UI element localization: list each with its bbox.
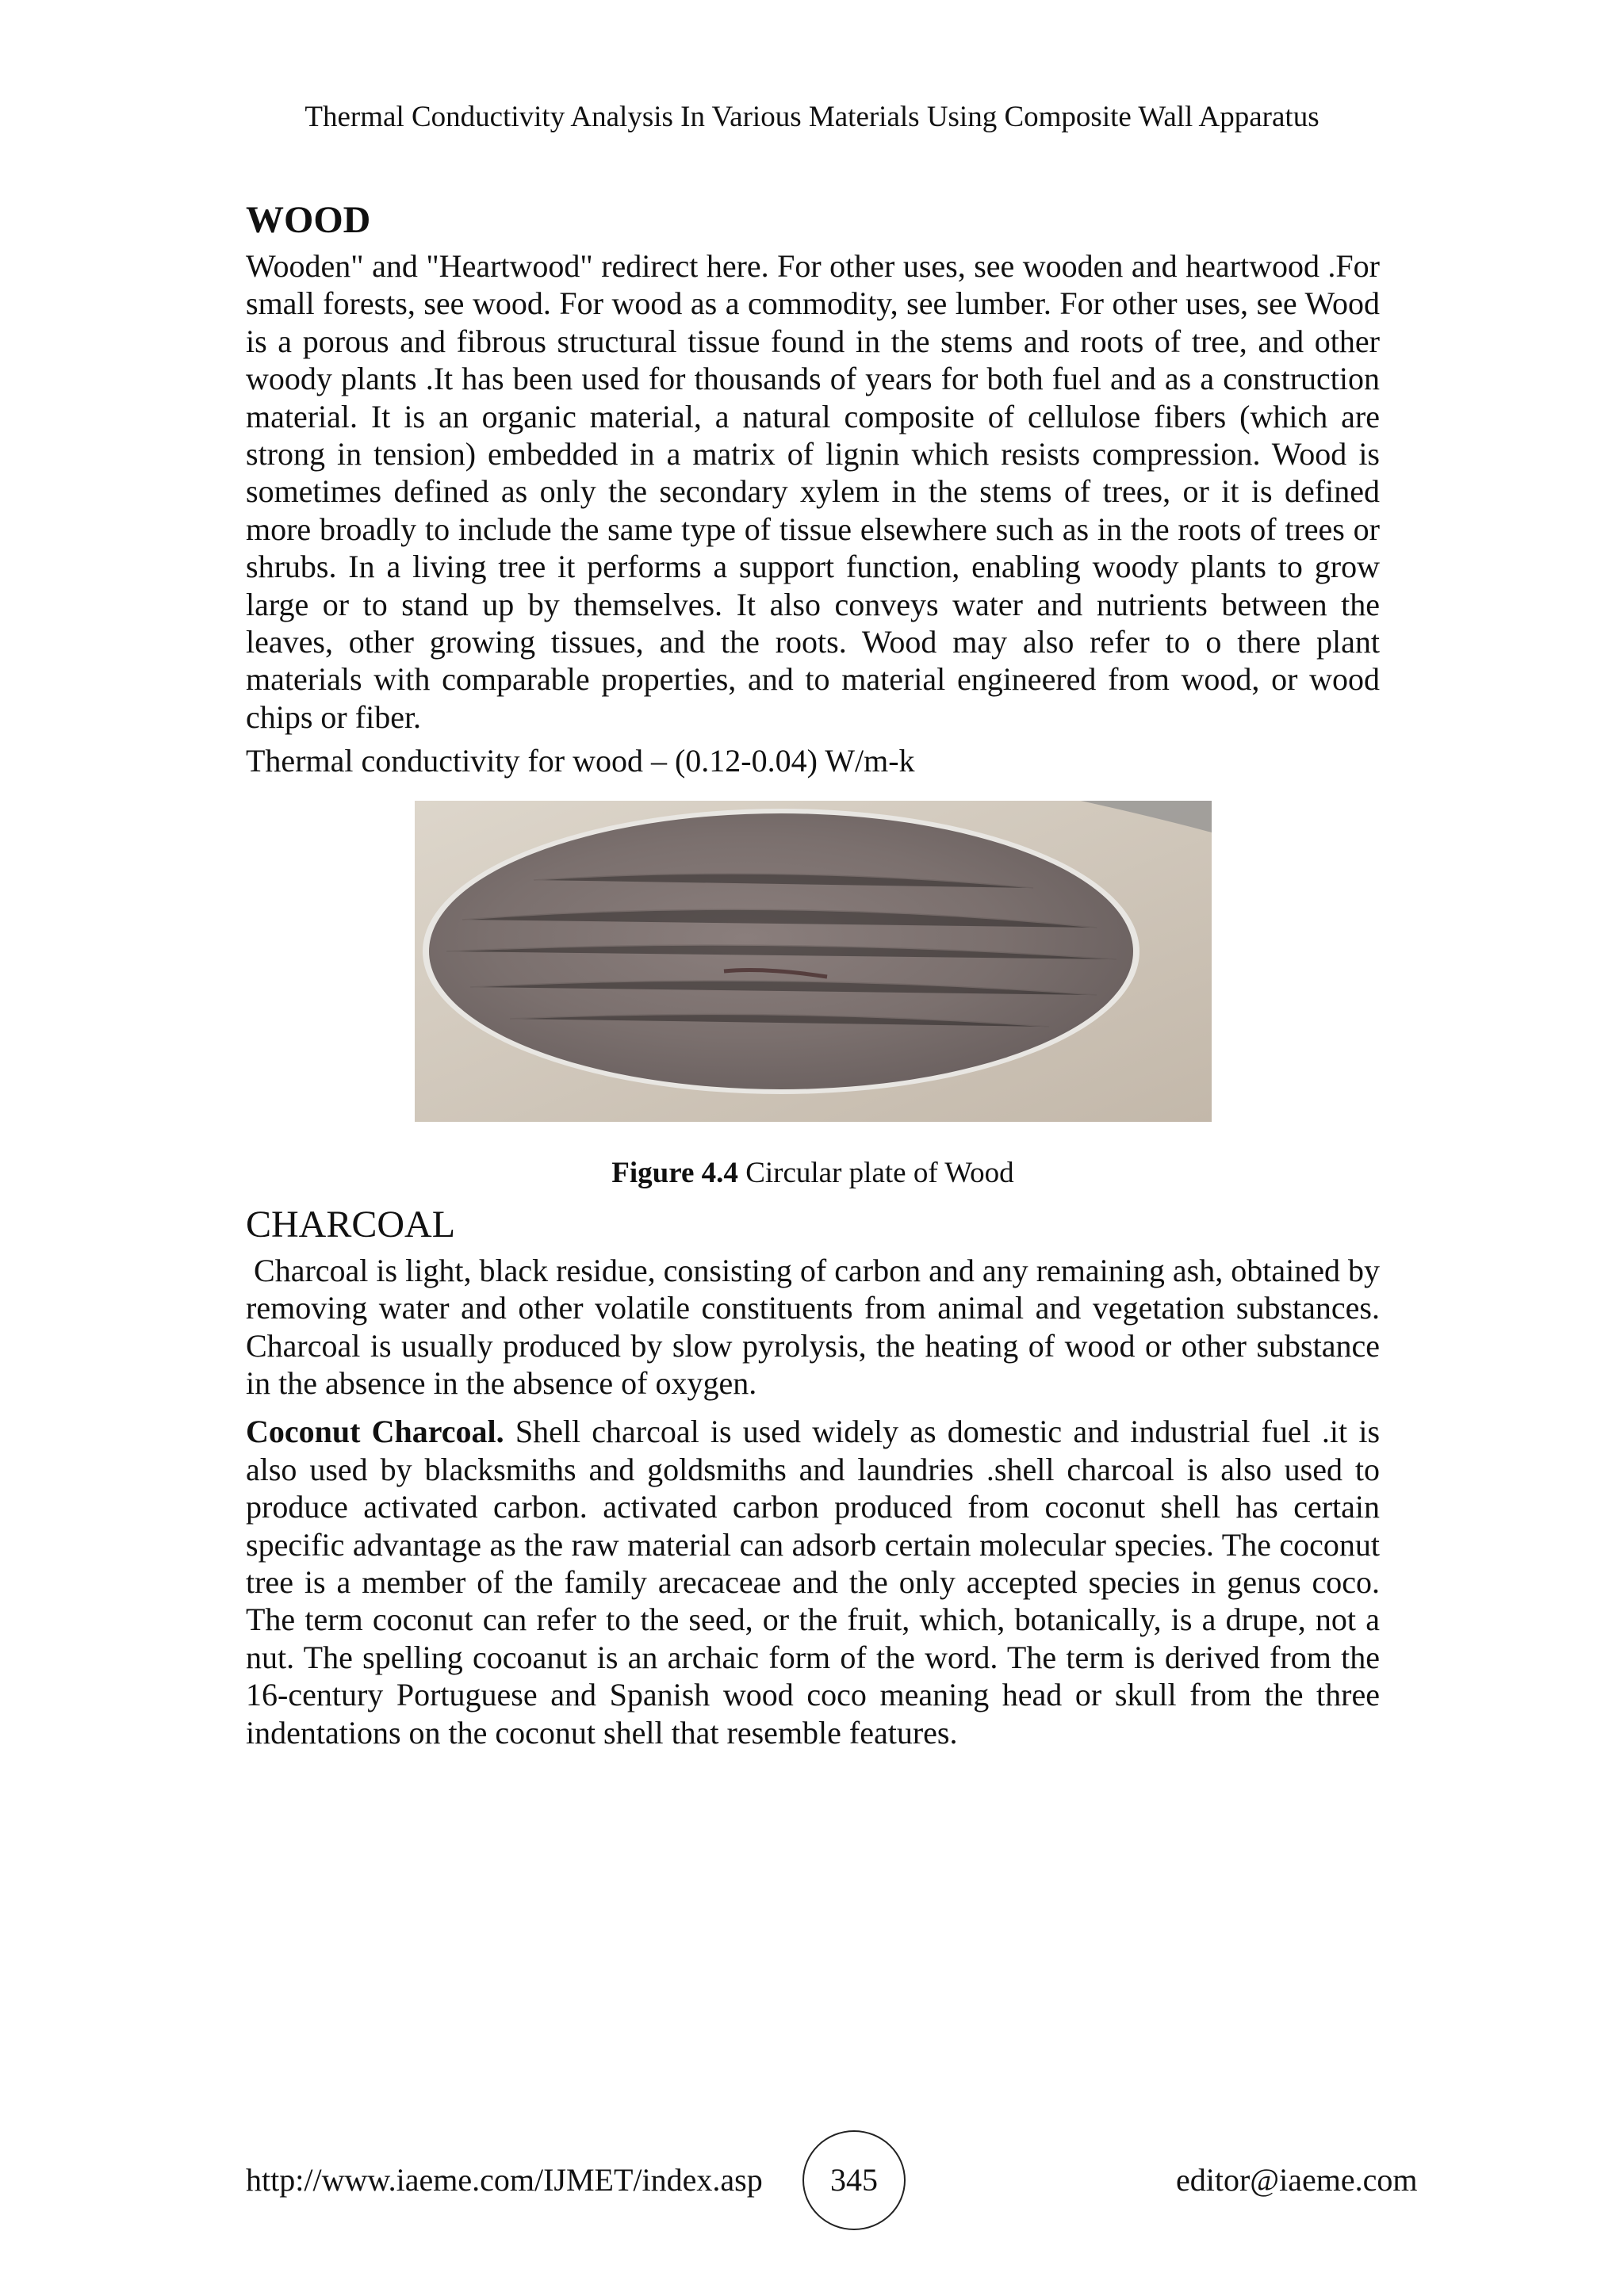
- wood-plate-illustration: [415, 801, 1212, 1122]
- figure-4-4: [246, 801, 1380, 1192]
- coconut-charcoal-label: Coconut Charcoal.: [246, 1414, 504, 1450]
- figure-caption-text: Circular plate of Wood: [737, 1156, 1014, 1189]
- wood-plate-photo: [415, 801, 1212, 1122]
- wood-heading: WOOD: [246, 199, 371, 241]
- charcoal-heading: CHARCOAL: [246, 1203, 456, 1246]
- page-number: 345: [802, 2130, 906, 2230]
- running-header: Thermal Conductivity Analysis In Various Materials Using Composite Wall Apparatus: [304, 101, 1320, 133]
- footer-email-link[interactable]: editor@iaeme.com: [1176, 2162, 1418, 2198]
- wood-paragraph: Wooden" and "Heartwood" redirect here. For other uses, see wooden and heartwood .For small forests, see wood. For wood as a commodity, see lumber. For other uses, see Wood is a porous and fibrous structural tissue found in the stems and roots of tree, and other woody plants .It has been used for thousands of years for both fuel and as a construction material. It is an organic material, a natural composite of cellulose fibers (which are strong in tension) embedded in a matrix of lignin which resists compression. Wood is sometimes defined as only the secondary xylem in the stems of trees, or it is defined more broadly to include the same type of tissue elsewhere such as in the roots of trees or shrubs. In a living tree it performs a support function, enabling woody plants to grow large or to stand up by themselves. It also conveys water and nutrients between the leaves, other growing tissues, and the roots. Wood may also refer to o there plant materials with comparable properties, and to material engineered from wood, or wood chips or fiber.: [246, 248, 1380, 735]
- coconut-charcoal-text: Shell charcoal is used widely as domestic and industrial fuel .it is also used by blacksmiths and goldsmiths and laundries .shell charcoal is also used to produce activated carbon. activated carbon produced from coconut shell has certain specific advantage as the raw material can adsorb certain molecular species. The coconut tree is a member of the family arecaceae and the only accepted species in genus coco. The term coconut can refer to the seed, or the fruit, which, botanically, is a drupe, not a nut. The spelling cocoanut is an archaic form of the word. The term is derived from the 16-century Portuguese and Spanish wood coco meaning head or skull from the three indentations on the coconut shell that resemble features.: [246, 1414, 1381, 1751]
- coconut-charcoal-paragraph: [246, 1413, 1380, 1751]
- footer-url-link[interactable]: http://www.iaeme.com/IJMET/index.asp: [246, 2162, 763, 2198]
- charcoal-paragraph: Charcoal is light, black residue, consisting of carbon and any remaining ash, obtained by removing water and other volatile constituents from animal and vegetation substances. Charcoal is usually produced by slow pyrolysis, the heating of wood or other substance in the absence in the absence of oxygen.: [246, 1252, 1380, 1401]
- page-content: [246, 193, 1380, 1751]
- figure-caption: [246, 1155, 1380, 1192]
- figure-label: Figure 4.4: [611, 1156, 738, 1189]
- wood-conductivity: Thermal conductivity for wood – (0.12-0.04) W/m-k: [246, 743, 915, 779]
